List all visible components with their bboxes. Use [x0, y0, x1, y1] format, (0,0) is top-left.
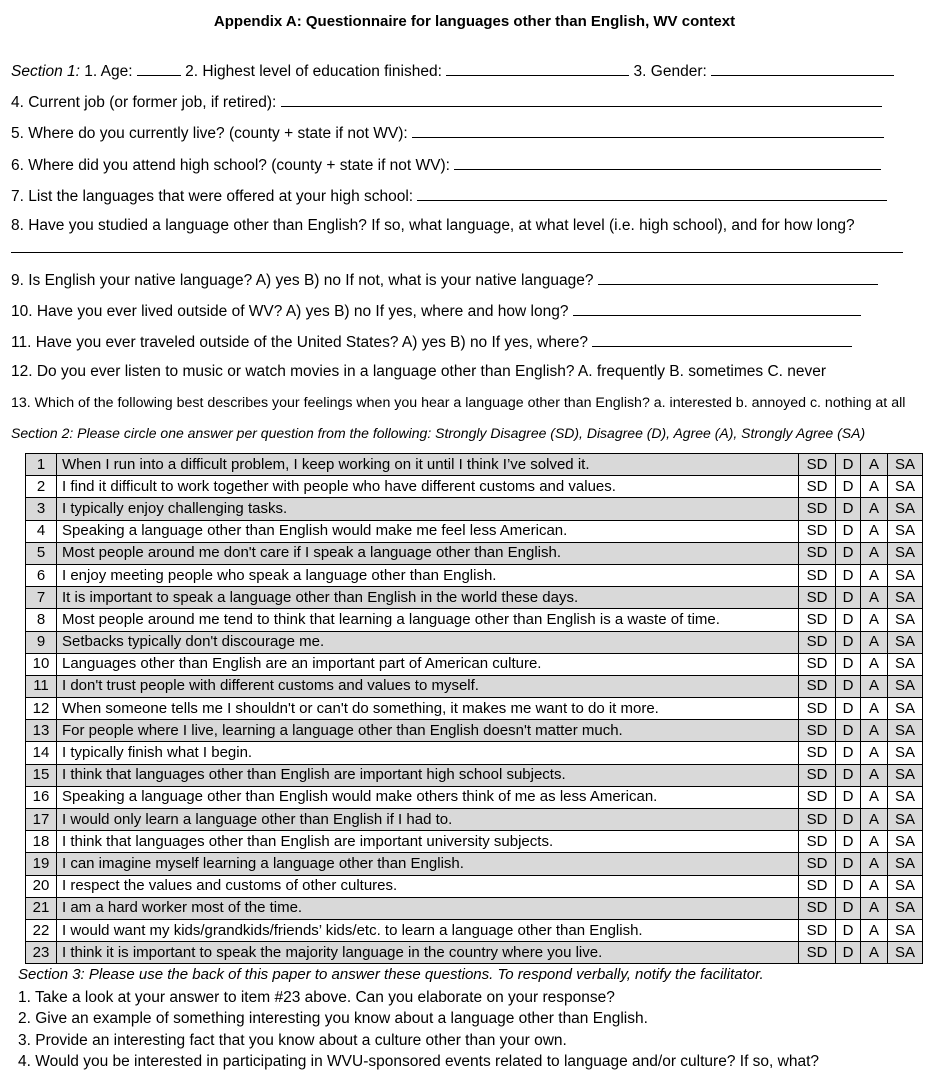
response-option-d[interactable]: D: [836, 476, 861, 498]
table-row: [26, 809, 923, 831]
highschool-blank[interactable]: [454, 155, 881, 170]
response-option-sa[interactable]: SA: [888, 919, 923, 941]
section3-question-2: 2. Give an example of something interesting you know about a language other than English.: [18, 1010, 648, 1027]
section1-row1: [11, 61, 894, 81]
response-option-sa[interactable]: SA: [888, 786, 923, 808]
response-option-sd[interactable]: SD: [799, 520, 836, 542]
item-statement: I don't trust people with different customs and values to myself.: [57, 675, 799, 697]
item-statement: When I run into a difficult problem, I keep working on it until I think I’ve solved it.: [57, 454, 799, 476]
response-option-sd[interactable]: SD: [799, 675, 836, 697]
item-statement: I typically finish what I begin.: [57, 742, 799, 764]
response-option-a[interactable]: A: [861, 564, 888, 586]
response-option-sa[interactable]: SA: [888, 653, 923, 675]
response-option-a[interactable]: A: [861, 786, 888, 808]
item-number: 7: [26, 587, 57, 609]
q9-label: 9. Is English your native language? A) yes B) no If not, what is your native language?: [11, 272, 594, 289]
item-statement: I typically enjoy challenging tasks.: [57, 498, 799, 520]
item-number: 3: [26, 498, 57, 520]
response-option-sd[interactable]: SD: [799, 764, 836, 786]
response-option-d[interactable]: D: [836, 675, 861, 697]
response-option-sd[interactable]: SD: [799, 853, 836, 875]
item-statement: I respect the values and customs of other cultures.: [57, 875, 799, 897]
response-option-sa[interactable]: SA: [888, 675, 923, 697]
q11-row: [11, 332, 852, 352]
q5-live-label: 5. Where do you currently live? (county + state if not WV):: [11, 125, 408, 142]
response-option-sd[interactable]: SD: [799, 919, 836, 941]
table-row: [26, 942, 923, 964]
response-option-d[interactable]: D: [836, 631, 861, 653]
q10-label: 10. Have you ever lived outside of WV? A) yes B) no If yes, where and how long?: [11, 303, 569, 320]
item-statement: I think that languages other than English are important university subjects.: [57, 831, 799, 853]
response-option-sa[interactable]: SA: [888, 542, 923, 564]
item-statement: Most people around me tend to think that learning a language other than English is a waste of time.: [57, 609, 799, 631]
table-row: [26, 520, 923, 542]
response-option-d[interactable]: D: [836, 897, 861, 919]
response-option-d[interactable]: D: [836, 720, 861, 742]
response-option-a[interactable]: A: [861, 520, 888, 542]
response-option-sd[interactable]: SD: [799, 498, 836, 520]
response-option-sd[interactable]: SD: [799, 720, 836, 742]
item-number: 21: [26, 897, 57, 919]
table-row: [26, 831, 923, 853]
response-option-sa[interactable]: SA: [888, 498, 923, 520]
q6-highschool-label: 6. Where did you attend high school? (county + state if not WV):: [11, 157, 450, 174]
response-option-sa[interactable]: SA: [888, 831, 923, 853]
response-option-sa[interactable]: SA: [888, 631, 923, 653]
item-number: 15: [26, 764, 57, 786]
item-statement: I would want my kids/grandkids/friends’ kids/etc. to learn a language other than English.: [57, 919, 799, 941]
item-number: 12: [26, 698, 57, 720]
q3-gender-label: 3. Gender:: [633, 63, 707, 80]
item-statement: It is important to speak a language other than English in the world these days.: [57, 587, 799, 609]
q2-education-label: 2. Highest level of education finished:: [185, 63, 442, 80]
table-row: [26, 454, 923, 476]
response-option-sa[interactable]: SA: [888, 587, 923, 609]
item-statement: I find it difficult to work together with people who have different customs and values.: [57, 476, 799, 498]
table-row: [26, 786, 923, 808]
response-option-a[interactable]: A: [861, 853, 888, 875]
item-statement: Setbacks typically don't discourage me.: [57, 631, 799, 653]
table-row: [26, 476, 923, 498]
section3-question-1: 1. Take a look at your answer to item #23 above. Can you elaborate on your response?: [18, 989, 615, 1006]
q1-age-label: 1. Age:: [84, 63, 133, 80]
item-number: 4: [26, 520, 57, 542]
education-blank[interactable]: [446, 61, 629, 76]
item-statement: I enjoy meeting people who speak a language other than English.: [57, 564, 799, 586]
section3-question-4: 4. Would you be interested in participating in WVU-sponsored events related to language and/or culture? If so, what?: [18, 1053, 820, 1070]
table-row: [26, 587, 923, 609]
response-option-sa[interactable]: SA: [888, 897, 923, 919]
table-row: [26, 564, 923, 586]
item-number: 8: [26, 609, 57, 631]
response-option-a[interactable]: A: [861, 675, 888, 697]
response-option-a[interactable]: A: [861, 476, 888, 498]
item-number: 23: [26, 942, 57, 964]
item-statement: Languages other than English are an important part of American culture.: [57, 653, 799, 675]
response-option-sa[interactable]: SA: [888, 742, 923, 764]
response-option-d[interactable]: D: [836, 875, 861, 897]
item-number: 13: [26, 720, 57, 742]
item-number: 1: [26, 454, 57, 476]
response-option-sa[interactable]: SA: [888, 809, 923, 831]
item-number: 10: [26, 653, 57, 675]
q4-row: [11, 92, 882, 112]
response-option-d[interactable]: D: [836, 653, 861, 675]
table-row: [26, 498, 923, 520]
live-blank[interactable]: [412, 123, 884, 138]
item-number: 2: [26, 476, 57, 498]
item-number: 22: [26, 919, 57, 941]
item-statement: Speaking a language other than English would make others think of me as less American.: [57, 786, 799, 808]
response-option-sd[interactable]: SD: [799, 609, 836, 631]
item-number: 6: [26, 564, 57, 586]
table-row: [26, 853, 923, 875]
response-option-sa[interactable]: SA: [888, 609, 923, 631]
section1-label: Section 1:: [11, 63, 80, 80]
traveled-blank[interactable]: [592, 332, 852, 347]
item-statement: I would only learn a language other than English if I had to.: [57, 809, 799, 831]
item-statement: For people where I live, learning a language other than English doesn't matter much.: [57, 720, 799, 742]
table-row: [26, 919, 923, 941]
response-option-sd[interactable]: SD: [799, 698, 836, 720]
response-option-sd[interactable]: SD: [799, 587, 836, 609]
native-language-blank[interactable]: [598, 270, 878, 285]
response-option-sd[interactable]: SD: [799, 564, 836, 586]
response-option-a[interactable]: A: [861, 942, 888, 964]
section3-question-3: 3. Provide an interesting fact that you know about a culture other than your own.: [18, 1032, 567, 1049]
response-option-a[interactable]: A: [861, 653, 888, 675]
q5-row: [11, 123, 884, 143]
languages-offered-blank[interactable]: [417, 186, 887, 201]
table-row: [26, 609, 923, 631]
item-number: 14: [26, 742, 57, 764]
response-option-a[interactable]: A: [861, 875, 888, 897]
response-option-d[interactable]: D: [836, 853, 861, 875]
item-number: 19: [26, 853, 57, 875]
lived-outside-blank[interactable]: [573, 301, 861, 316]
item-number: 11: [26, 675, 57, 697]
gender-blank[interactable]: [711, 61, 894, 76]
response-option-a[interactable]: A: [861, 720, 888, 742]
q9-row: [11, 270, 878, 290]
response-option-sa[interactable]: SA: [888, 942, 923, 964]
table-row: [26, 653, 923, 675]
item-number: 18: [26, 831, 57, 853]
response-option-sd[interactable]: SD: [799, 631, 836, 653]
response-option-a[interactable]: A: [861, 609, 888, 631]
response-option-sd[interactable]: SD: [799, 786, 836, 808]
q8-label: 8. Have you studied a language other than English? If so, what language, at what level (i.e. high school), and for how long?: [11, 217, 855, 234]
response-option-sa[interactable]: SA: [888, 875, 923, 897]
response-option-sd[interactable]: SD: [799, 653, 836, 675]
item-number: 9: [26, 631, 57, 653]
table-row: [26, 897, 923, 919]
response-option-sd[interactable]: SD: [799, 476, 836, 498]
q12-label: 12. Do you ever listen to music or watch movies in a language other than English? A. frequently B. sometimes C. never: [11, 363, 827, 380]
q7-row: [11, 186, 887, 206]
response-option-sd[interactable]: SD: [799, 875, 836, 897]
job-blank[interactable]: [281, 92, 882, 107]
q6-row: [11, 155, 881, 175]
response-option-sd[interactable]: SD: [799, 831, 836, 853]
response-option-sd[interactable]: SD: [799, 454, 836, 476]
response-option-d[interactable]: D: [836, 786, 861, 808]
response-option-d[interactable]: D: [836, 698, 861, 720]
response-option-sa[interactable]: SA: [888, 698, 923, 720]
response-option-d[interactable]: D: [836, 942, 861, 964]
q4-job-label: 4. Current job (or former job, if retired):: [11, 94, 277, 111]
item-statement: Most people around me don't care if I speak a language other than English.: [57, 542, 799, 564]
response-option-a[interactable]: A: [861, 542, 888, 564]
item-statement: Speaking a language other than English would make me feel less American.: [57, 520, 799, 542]
item-statement: When someone tells me I shouldn't or can't do something, it makes me want to do it more.: [57, 698, 799, 720]
response-option-d[interactable]: D: [836, 919, 861, 941]
item-statement: I think that languages other than English are important high school subjects.: [57, 764, 799, 786]
response-option-d[interactable]: D: [836, 742, 861, 764]
response-option-a[interactable]: A: [861, 809, 888, 831]
response-option-sa[interactable]: SA: [888, 476, 923, 498]
response-option-sa[interactable]: SA: [888, 520, 923, 542]
response-option-a[interactable]: A: [861, 454, 888, 476]
table-row: [26, 875, 923, 897]
response-option-d[interactable]: D: [836, 809, 861, 831]
q11-label: 11. Have you ever traveled outside of the United States? A) yes B) no If yes, where?: [11, 334, 588, 351]
response-option-a[interactable]: A: [861, 698, 888, 720]
response-option-d[interactable]: D: [836, 498, 861, 520]
response-option-d[interactable]: D: [836, 587, 861, 609]
response-option-a[interactable]: A: [861, 764, 888, 786]
q8-answer-blank[interactable]: [11, 252, 903, 253]
response-option-a[interactable]: A: [861, 831, 888, 853]
response-option-d[interactable]: D: [836, 454, 861, 476]
response-option-sa[interactable]: SA: [888, 853, 923, 875]
q13-label: 13. Which of the following best describes your feelings when you hear a language other than English? a. interested b. annoyed c. nothing at all: [11, 395, 906, 411]
response-option-d[interactable]: D: [836, 764, 861, 786]
table-row: [26, 764, 923, 786]
response-option-sd[interactable]: SD: [799, 809, 836, 831]
response-option-a[interactable]: A: [861, 498, 888, 520]
response-option-sd[interactable]: SD: [799, 542, 836, 564]
section3-instructions: Section 3: Please use the back of this paper to answer these questions. To respond verbally, notify the facilitator.: [18, 966, 764, 983]
response-option-sa[interactable]: SA: [888, 720, 923, 742]
table-row: [26, 631, 923, 653]
response-option-a[interactable]: A: [861, 631, 888, 653]
table-row: [26, 542, 923, 564]
likert-table: [25, 453, 923, 964]
response-option-a[interactable]: A: [861, 897, 888, 919]
table-row: [26, 742, 923, 764]
response-option-sa[interactable]: SA: [888, 764, 923, 786]
item-number: 5: [26, 542, 57, 564]
item-statement: I am a hard worker most of the time.: [57, 897, 799, 919]
table-row: [26, 720, 923, 742]
table-row: [26, 675, 923, 697]
item-statement: I think it is important to speak the majority language in the country where you live.: [57, 942, 799, 964]
response-option-sd[interactable]: SD: [799, 897, 836, 919]
response-option-d[interactable]: D: [836, 520, 861, 542]
q10-row: [11, 301, 861, 321]
age-blank[interactable]: [137, 61, 181, 76]
response-option-sa[interactable]: SA: [888, 454, 923, 476]
document-title: Appendix A: Questionnaire for languages other than English, WV context: [213, 13, 736, 30]
response-option-a[interactable]: A: [861, 587, 888, 609]
response-option-d[interactable]: D: [836, 609, 861, 631]
response-option-d[interactable]: D: [836, 831, 861, 853]
response-option-sd[interactable]: SD: [799, 942, 836, 964]
item-number: 17: [26, 809, 57, 831]
item-number: 16: [26, 786, 57, 808]
response-option-d[interactable]: D: [836, 542, 861, 564]
response-option-sa[interactable]: SA: [888, 564, 923, 586]
response-option-a[interactable]: A: [861, 742, 888, 764]
response-option-a[interactable]: A: [861, 919, 888, 941]
response-option-sd[interactable]: SD: [799, 742, 836, 764]
table-row: [26, 698, 923, 720]
item-number: 20: [26, 875, 57, 897]
response-option-d[interactable]: D: [836, 564, 861, 586]
section2-instructions: Section 2: Please circle one answer per question from the following: Strongly Disagree (SD), Disagree (D), Agree (A), Strongly Agree (SA): [11, 425, 866, 441]
q7-languages-label: 7. List the languages that were offered at your high school:: [11, 188, 414, 205]
item-statement: I can imagine myself learning a language other than English.: [57, 853, 799, 875]
